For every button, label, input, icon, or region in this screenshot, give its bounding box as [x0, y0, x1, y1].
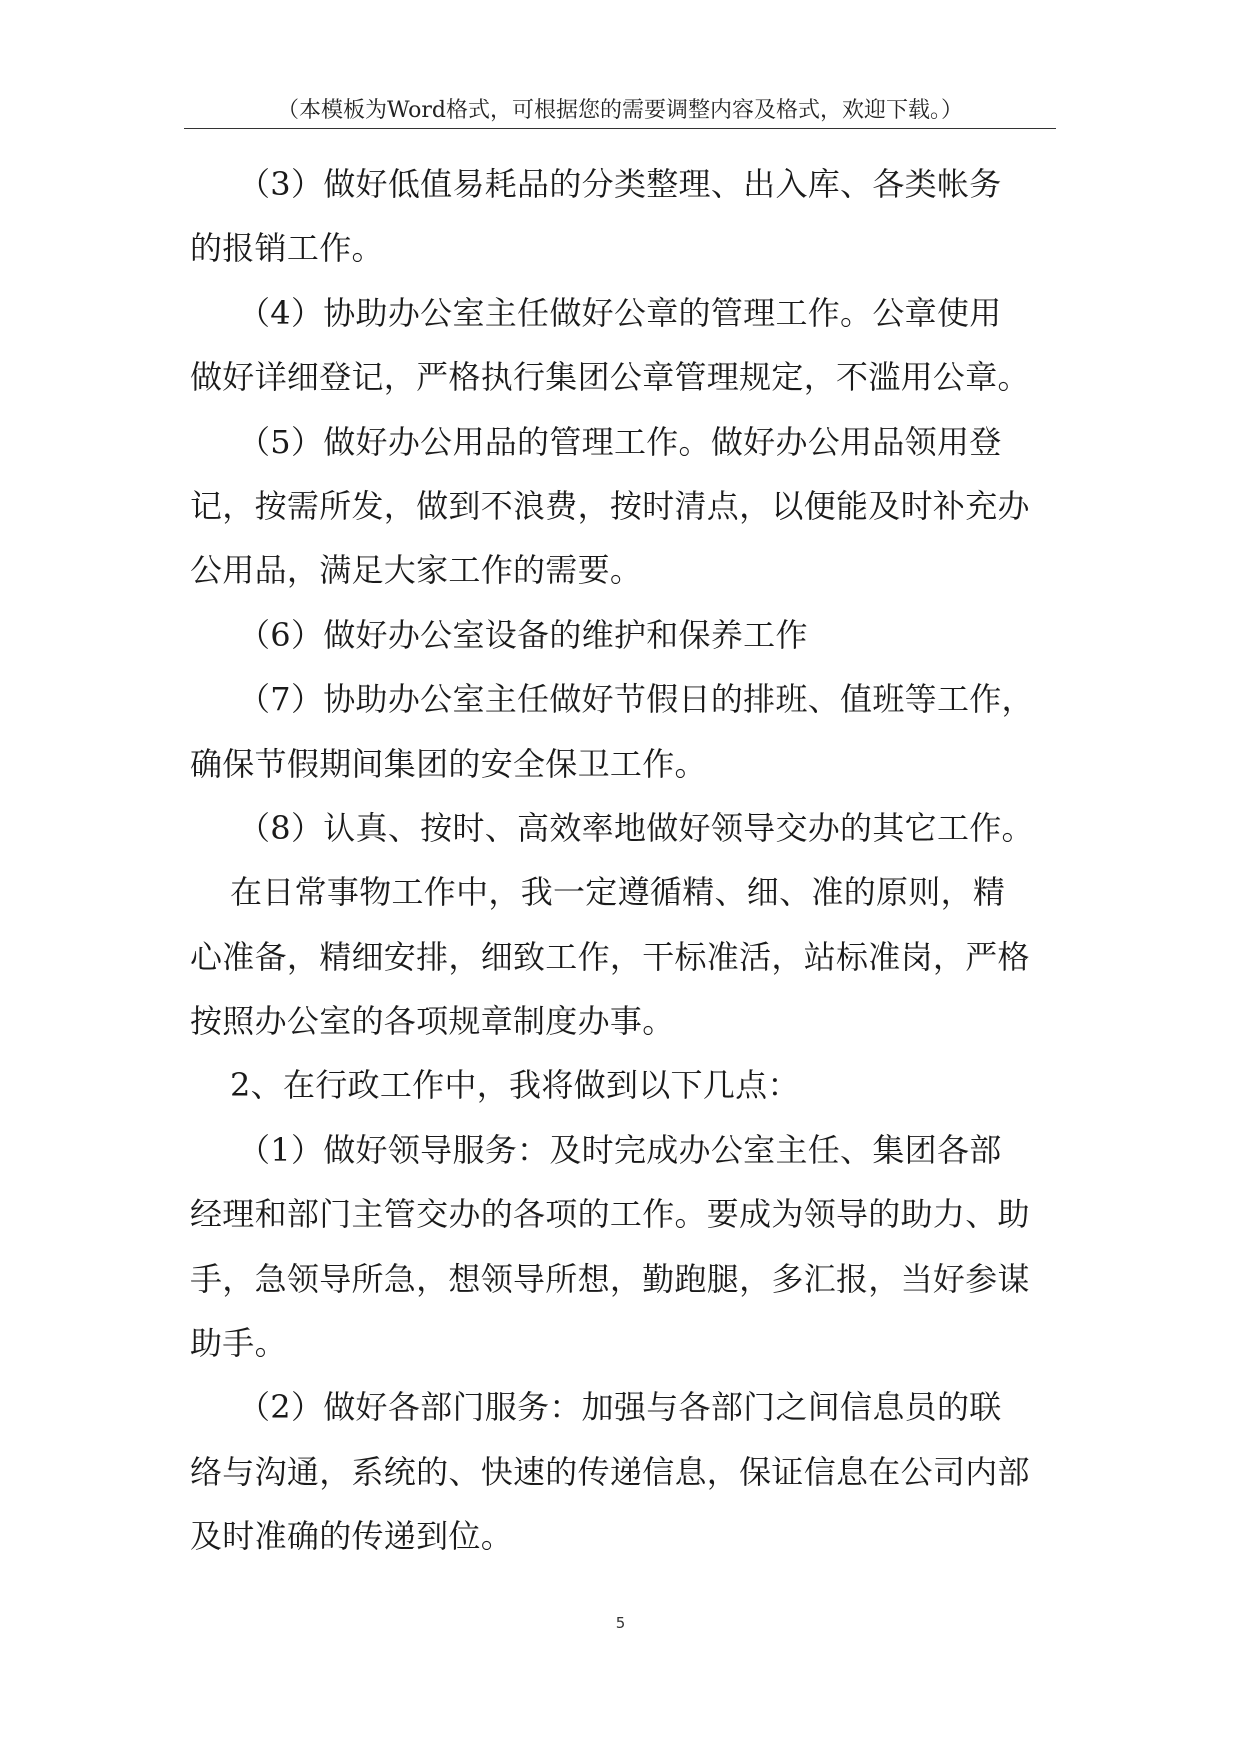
text-line: 记，按需所发，做到不浪费，按时清点，以便能及时补充办 [190, 486, 1030, 525]
text-line: （3）做好低值易耗品的分类整理、出入库、各类帐务 [238, 165, 1002, 203]
text-line: （5）做好办公用品的管理工作。做好办公用品领用登 [238, 422, 1002, 461]
text-line: 做好详细登记，严格执行集团公章管理规定，不滥用公章。 [190, 358, 1030, 397]
text-line: （6）做好办公室设备的维护和保养工作 [238, 615, 808, 654]
document-body [190, 158, 1080, 1575]
text-line: （1）做好领导服务：及时完成办公室主任、集团各部 [238, 1130, 1002, 1169]
text-line: 心准备，精细安排，细致工作，干标准活，站标准岗，严格 [190, 937, 1030, 976]
page-number: 5 [615, 1614, 626, 1632]
text-line: （4）协助办公室主任做好公章的管理工作。公章使用 [238, 293, 1002, 332]
text-line: 2、在行政工作中，我将做到以下几点： [230, 1066, 800, 1105]
header-divider [184, 128, 1056, 129]
text-line: 在日常事物工作中，我一定遵循精、细、准的原则，精 [230, 873, 1006, 912]
text-line: 确保节假期间集团的安全保卫工作。 [190, 744, 707, 783]
text-line: 按照办公室的各项规章制度办事。 [190, 1002, 675, 1041]
text-line: （2）做好各部门服务：加强与各部门之间信息员的联 [238, 1388, 1002, 1427]
text-line: 助手。 [190, 1324, 287, 1363]
text-line: 手，急领导所急，想领导所想，勤跑腿，多汇报，当好参谋 [190, 1259, 1030, 1298]
text-line: 经理和部门主管交办的各项的工作。要成为领导的助力、助 [190, 1195, 1030, 1234]
text-line: 公用品，满足大家工作的需要。 [190, 551, 643, 590]
template-notice-header: （本模板为Word格式，可根据您的需要调整内容及格式，欢迎下载。） [277, 98, 963, 123]
text-line: （8）认真、按时、高效率地做好领导交办的其它工作。 [238, 808, 1034, 847]
text-line: 的报销工作。 [190, 229, 384, 268]
text-line: 及时准确的传递到位。 [190, 1517, 514, 1556]
text-line: 络与沟通，系统的、快速的传递信息，保证信息在公司内部 [190, 1452, 1030, 1491]
text-line: （7）协助办公室主任做好节假日的排班、值班等工作， [238, 680, 1034, 719]
